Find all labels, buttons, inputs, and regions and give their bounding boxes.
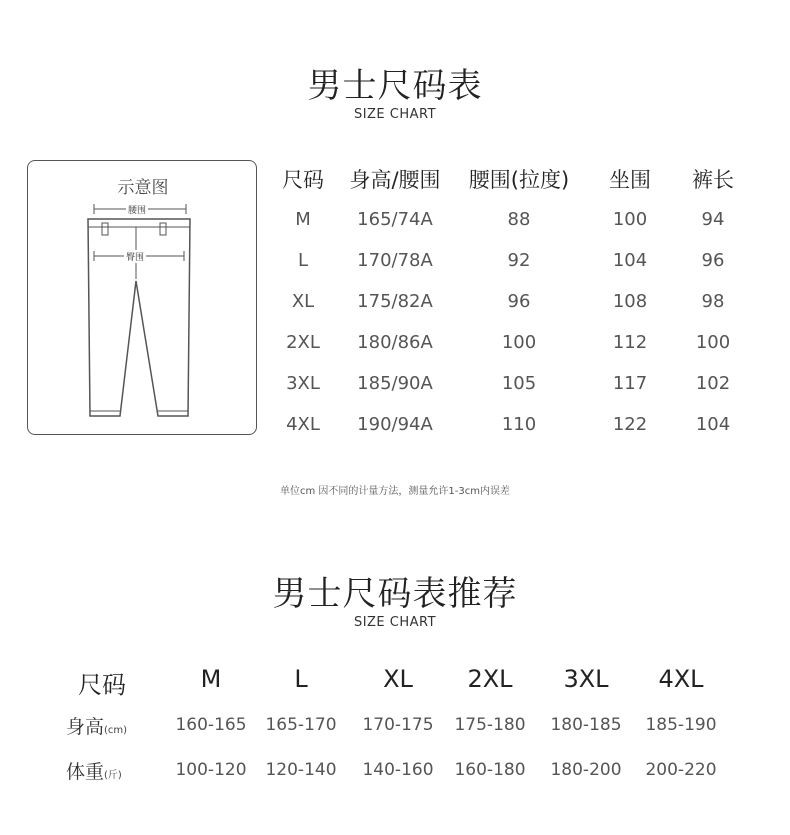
rec-weight-value: 200-220 bbox=[645, 760, 717, 780]
table-cell: 165/74A bbox=[357, 209, 433, 230]
rec-weight-unit: (斤) bbox=[104, 770, 122, 781]
chart1-title: 男士尺码表 bbox=[307, 66, 483, 106]
table-cell: 180/86A bbox=[357, 332, 433, 353]
chart2-title: 男士尺码表推荐 bbox=[272, 574, 518, 614]
rec-weight-value: 120-140 bbox=[265, 760, 337, 780]
rec-size-header: L bbox=[294, 665, 308, 693]
rec-height-text: 身高 bbox=[66, 716, 105, 738]
rec-height-value: 160-165 bbox=[175, 715, 247, 735]
table-cell: 104 bbox=[695, 414, 731, 435]
chart2-subtitle: SIZE CHART bbox=[353, 615, 437, 630]
header-size: 尺码 bbox=[282, 168, 324, 192]
table-cell: 100 bbox=[612, 209, 648, 230]
table-cell: 190/94A bbox=[357, 414, 433, 435]
rec-height-value: 180-185 bbox=[550, 715, 622, 735]
waist-label: 腰围 bbox=[126, 203, 148, 216]
rec-weight-value: 180-200 bbox=[550, 760, 622, 780]
rec-height-label bbox=[66, 712, 127, 739]
table-cell: 88 bbox=[507, 209, 531, 230]
rec-size-header: XL bbox=[383, 665, 413, 693]
table-cell: 122 bbox=[612, 414, 648, 435]
header-height-waist: 身高/腰围 bbox=[349, 168, 441, 192]
table-cell: 96 bbox=[701, 250, 725, 271]
rec-weight-label bbox=[66, 757, 122, 784]
table-cell: 112 bbox=[612, 332, 648, 353]
rec-height-value: 170-175 bbox=[362, 715, 434, 735]
header-waist-stretch: 腰围(拉度) bbox=[468, 168, 570, 192]
table-cell: 2XL bbox=[286, 332, 320, 353]
table-cell: 94 bbox=[701, 209, 725, 230]
header-seat: 坐围 bbox=[609, 168, 651, 192]
rec-weight-value: 100-120 bbox=[175, 760, 247, 780]
table-cell: 3XL bbox=[286, 373, 320, 394]
table-cell: 105 bbox=[501, 373, 537, 394]
table-cell: 110 bbox=[501, 414, 537, 435]
rec-height-value: 185-190 bbox=[645, 715, 717, 735]
table-cell: 175/82A bbox=[357, 291, 433, 312]
rec-weight-text: 体重 bbox=[66, 761, 105, 783]
rec-height-value: 175-180 bbox=[454, 715, 526, 735]
table-cell: 102 bbox=[695, 373, 731, 394]
rec-height-unit: (cm) bbox=[104, 725, 128, 736]
header-length: 裤长 bbox=[692, 168, 734, 192]
table-cell: 100 bbox=[695, 332, 731, 353]
table-cell: 100 bbox=[501, 332, 537, 353]
table-cell: L bbox=[297, 250, 309, 271]
table-cell: 92 bbox=[507, 250, 531, 271]
table-cell: 4XL bbox=[286, 414, 320, 435]
table-cell: 185/90A bbox=[357, 373, 433, 394]
rec-weight-value: 140-160 bbox=[362, 760, 434, 780]
table-cell: M bbox=[295, 209, 311, 230]
hip-label: 臀围 bbox=[124, 250, 146, 263]
table-cell: XL bbox=[291, 291, 315, 312]
rec-weight-value: 160-180 bbox=[454, 760, 526, 780]
measurement-note: 单位cm 因不同的计量方法，测量允许1-3cm内误差 bbox=[280, 486, 510, 497]
diagram-label: 示意图 bbox=[117, 178, 169, 198]
rec-size-header: M bbox=[200, 665, 222, 693]
pants-diagram bbox=[27, 160, 257, 435]
rec-height-value: 165-170 bbox=[265, 715, 337, 735]
rec-header-size-label: 尺码 bbox=[78, 671, 126, 699]
table-cell: 98 bbox=[701, 291, 725, 312]
chart1-subtitle: SIZE CHART bbox=[353, 107, 437, 122]
table-cell: 96 bbox=[507, 291, 531, 312]
table-cell: 108 bbox=[612, 291, 648, 312]
table-cell: 104 bbox=[612, 250, 648, 271]
table-cell: 117 bbox=[612, 373, 648, 394]
rec-size-header: 2XL bbox=[467, 665, 513, 693]
rec-size-header: 3XL bbox=[563, 665, 609, 693]
rec-size-header: 4XL bbox=[658, 665, 704, 693]
table-cell: 170/78A bbox=[357, 250, 433, 271]
